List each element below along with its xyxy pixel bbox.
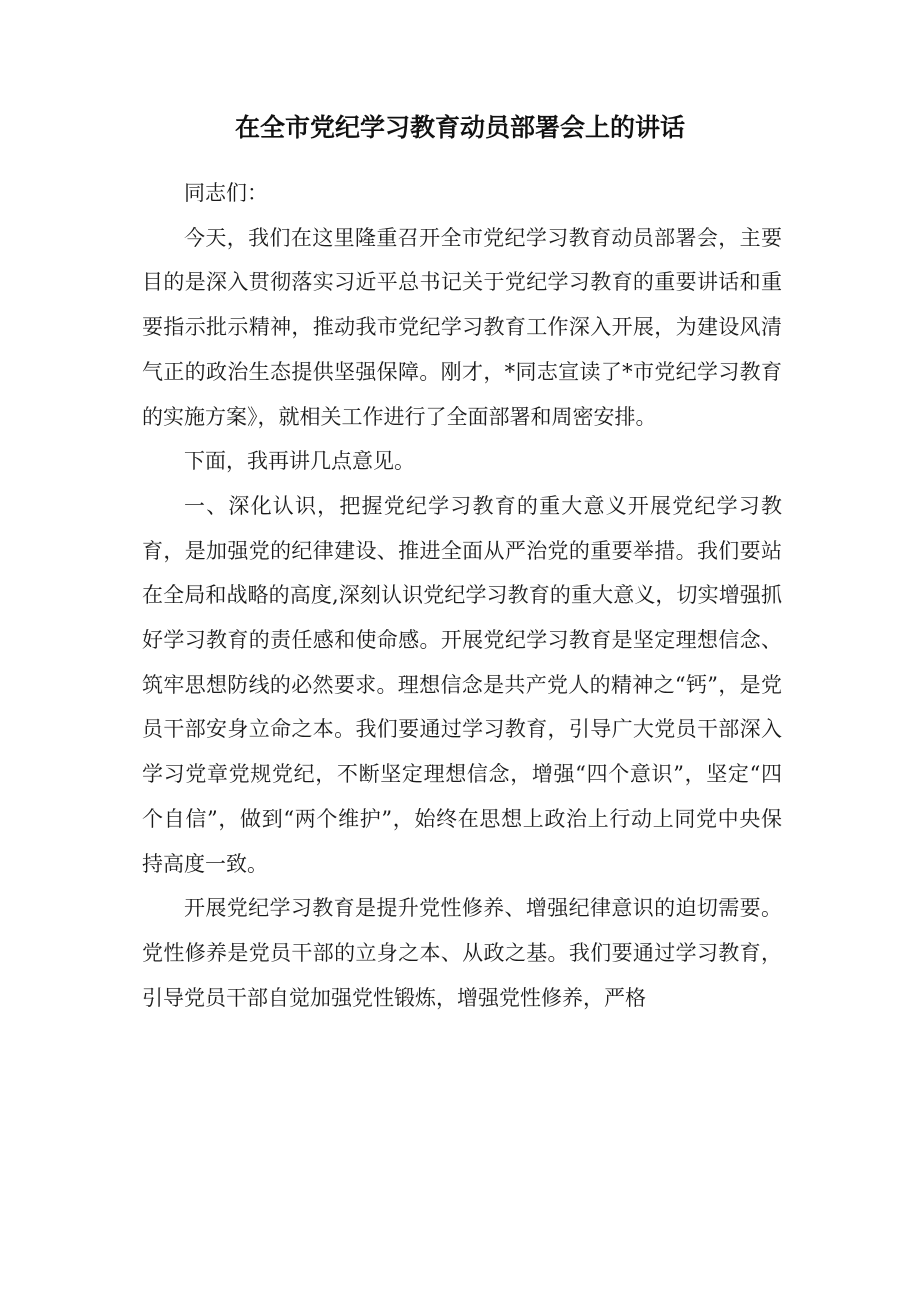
salutation: 同志们： bbox=[184, 181, 268, 205]
paragraph-party-spirit: 开展党纪学习教育是提升党性修养、增强纪律意识的迫切需要。党性修养是党员干部的立身之本、从政之基。我们要通过学习教育，引导党员干部自觉加强党性锻炼，增强党性修养，严格 bbox=[142, 896, 782, 1010]
paragraph-section-one: 一、深化认识，把握党纪学习教育的重大意义开展党纪学习教育，是加强党的纪律建设、推进全面从严治党的重要举措。我们要站在全局和战略的高度,深刻认识党纪学习教育的重大意义，切实增强抓好学习教育的责任感和使命感。开展党纪学习教育是坚定理想信念、筑牢思想防线的必然要求。理想信念是共产党人的精神之“钙”，是党员干部安身立命之本。我们要通过学习教育，引导广大党员干部深入学习党章党规党纪，不断坚定理想信念，增强“四个意识”，坚定“四个自信”，做到“两个维护”，始终在思想上政治上行动上同党中央保持高度一致。 bbox=[142, 493, 782, 876]
document-title: 在全市党纪学习教育动员部署会上的讲话 bbox=[234, 113, 685, 142]
paragraph-opening: 今天，我们在这里隆重召开全市党纪学习教育动员部署会，主要目的是深入贯彻落实习近平总书记关于党纪学习教育的重要讲话和重要指示批示精神，推动我市党纪学习教育工作深入开展，为建设风清气正的政治生态提供坚强保障。刚才，*同志宣读了*市党纪学习教育的实施方案》，就相关工作进行了全面部署和周密安排。 bbox=[142, 225, 782, 429]
paragraph-transition: 下面，我再讲几点意见。 bbox=[184, 449, 415, 474]
document-body bbox=[142, 160, 782, 1020]
